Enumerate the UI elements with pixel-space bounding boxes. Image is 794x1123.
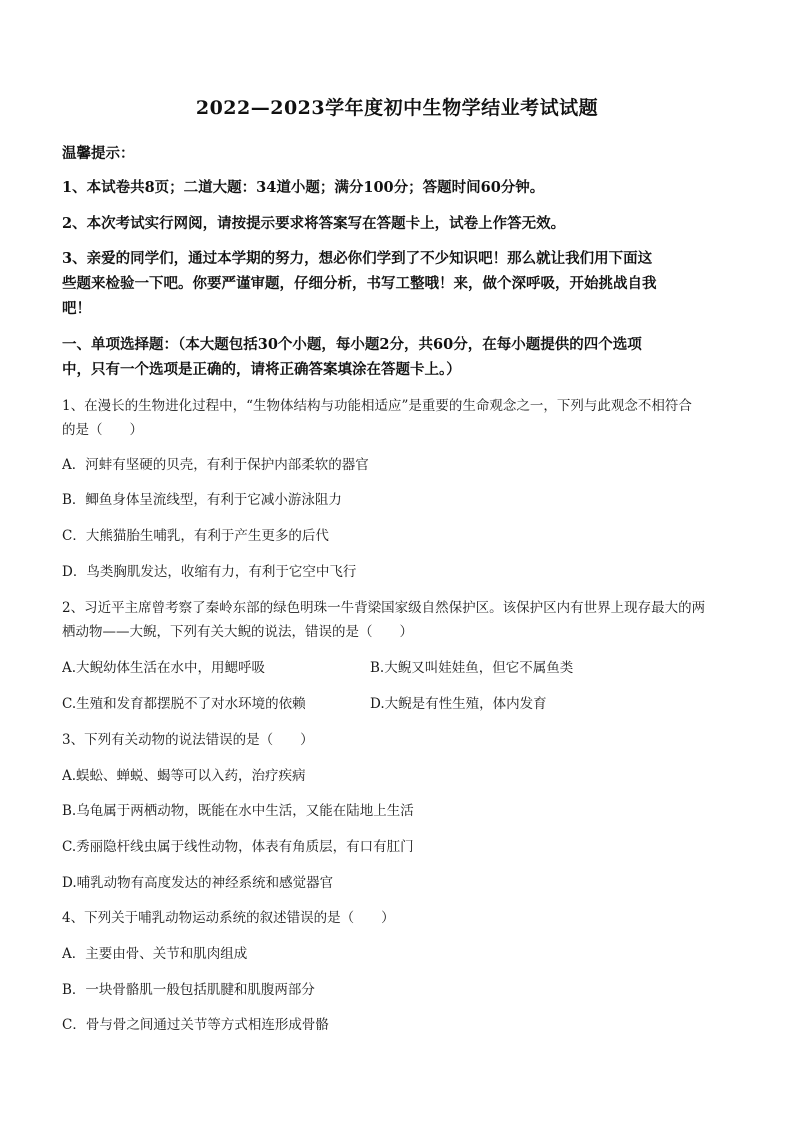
q3-option-c: C.秀丽隐杆线虫属于线性动物，体表有角质层，有口有肛门 — [62, 839, 414, 855]
q1-stem-line-2: 的是（ ） — [62, 422, 143, 438]
q3-option-d: D.哺乳动物有高度发达的神经系统和感觉器官 — [62, 875, 334, 891]
q1-stem-line-1: 1、在漫长的生物进化过程中，“生物体结构与功能相适应”是重要的生命观念之一，下列与此观念不相符合 — [62, 398, 692, 414]
q3-option-b: B.乌龟属于两栖动物，既能在水中生活，又能在陆地上生活 — [62, 803, 414, 819]
q2-option-row-1 — [62, 657, 742, 679]
q1-option-b: B．鲫鱼身体呈流线型，有利于它减小游泳阻力 — [62, 492, 342, 508]
q4-option-c: C．骨与骨之间通过关节等方式相连形成骨骼 — [62, 1017, 329, 1033]
q1-option-c: C．大熊猫胎生哺乳，有利于产生更多的后代 — [62, 528, 329, 544]
q2-stem-line-1: 2、习近平主席曾考察了秦岭东部的绿色明珠一牛背梁国家级自然保护区。该保护区内有世界上现存最大的两 — [62, 600, 706, 616]
q3-option-a: A.蜈蚣、蝉蜕、蝎等可以入药，治疗疾病 — [62, 768, 306, 784]
tips-heading: 温馨提示： — [62, 145, 135, 162]
section-heading-line-1: 一、单项选择题：（本大题包括30个小题，每小题2分，共60分，在每小题提供的四个选项 — [62, 336, 642, 353]
tip-item-3-line-2: 些题来检验一下吧。你要严谨审题，仔细分析，书写工整哦！来，做个深呼吸，开始挑战自我 — [62, 275, 657, 292]
q4-stem: 4、下列关于哺乳动物运动系统的叙述错误的是（ ） — [62, 910, 395, 926]
section-heading-line-2: 中，只有一个选项是正确的，请将正确答案填涂在答题卡上。） — [62, 361, 461, 378]
q1-option-d: D．鸟类胸肌发达，收缩有力，有利于它空中飞行 — [62, 564, 357, 580]
q2-option-b: B.大鲵又叫娃娃鱼，但它不属鱼类 — [370, 660, 574, 676]
page-title: 2022—2023学年度初中生物学结业考试试题 — [195, 97, 599, 119]
q2-stem-line-2: 栖动物——大鲵，下列有关大鲵的说法，错误的是（ ） — [62, 624, 413, 640]
q2-option-row-2 — [62, 693, 742, 715]
q2-option-c: C.生殖和发育都摆脱不了对水环境的依赖 — [62, 696, 306, 712]
q4-option-b: B．一块骨骼肌一般包括肌腱和肌腹两部分 — [62, 982, 315, 998]
tip-item-3-line-3: 吧！ — [62, 300, 91, 317]
q2-option-d: D.大鲵是有性生殖，体内发育 — [370, 696, 547, 712]
tip-item-1: 1、本试卷共8页；二道大题：34道小题；满分100分；答题时间60分钟。 — [62, 179, 545, 196]
q3-stem: 3、下列有关动物的说法错误的是（ ） — [62, 732, 314, 748]
tip-item-3-line-1: 3、亲爱的同学们，通过本学期的努力，想必你们学到了不少知识吧！那么就让我们用下面这 — [62, 250, 653, 267]
q1-option-a: A．河蚌有坚硬的贝壳，有利于保护内部柔软的器官 — [62, 457, 369, 473]
q2-option-a: A.大鲵幼体生活在水中，用鳃呼吸 — [62, 660, 266, 676]
tip-item-2: 2、本次考试实行网阅，请按提示要求将答案写在答题卡上，试卷上作答无效。 — [62, 215, 566, 232]
q4-option-a: A．主要由骨、关节和肌肉组成 — [62, 946, 248, 962]
